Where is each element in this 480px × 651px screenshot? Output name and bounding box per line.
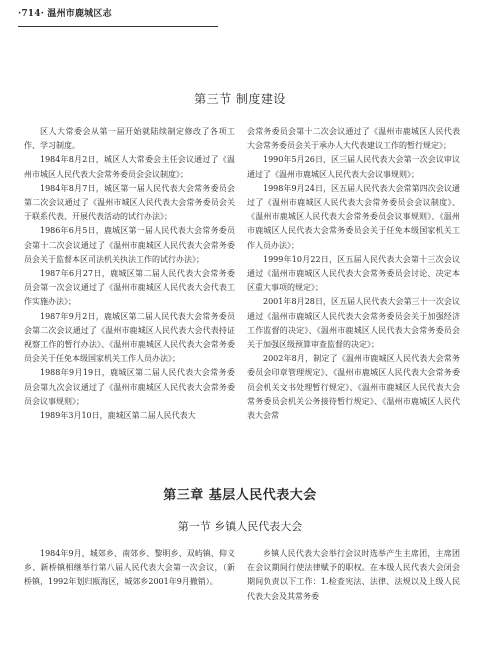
paragraph: 2002年8月，制定了《温州市鹿城区人民代表大会常务委员会印章管理规定》、《温州市鹿城区人民代表大会常务委员会机关文书处理暂行规定》、《温州市鹿城区人民代表大会常务委员会机关公务接待暂行规定》、《温州市鹿城区人民代表大会常 bbox=[247, 354, 460, 421]
paragraph: 2001年8月28日，区五届人民代表大会第三十一次会议通过《温州市鹿城区人民代表大会常务委员会关于加强经济工作监督的决定》、《温州市鹿城区人民代表大会常务委员会关于加强区级预算审查监督的决定》； bbox=[247, 297, 460, 350]
paragraph: 1990年5月26日，区三届人民代表大会第一次会议审议通过了《温州市鹿城区人民代表大会议事规则》； bbox=[247, 155, 460, 179]
paragraph: 1986年6月5日，鹿城区第一届人民代表大会常务委员会第十二次会议通过了《温州市鹿城区人民代表大会常务委员会关于监督本区司法机关执法工作的试行办法》； bbox=[24, 226, 235, 264]
header-rule bbox=[18, 26, 218, 27]
paragraph: 1984年8月7日，城区第一届人民代表大会常务委员会第二次会议通过了《温州市城区人民代表大会常务委员会关于联系代表、开展代表活动的试行办法》； bbox=[24, 183, 235, 222]
section3-right-column bbox=[247, 125, 460, 423]
paragraph: 1988年9月19日，鹿城区第二届人民代表大会常务委员会第九次会议通过了《温州市鹿城区人民代表大会常务委员会议事规则》； bbox=[24, 368, 235, 406]
paragraph: 乡镇人民代表大会举行会议时选举产生主席团，主席团在会议期间行使法律赋予的职权。在本级人民代表大会闭会期间负责以下工作：1.检查宪法、法律、法规以及上级人民代表大会及其常务委 bbox=[247, 549, 460, 601]
running-header bbox=[18, 6, 268, 19]
paragraph: 区人大常委会从第一届开始就陆续制定修改了各项工作、学习制度。 bbox=[24, 127, 235, 151]
paragraph: 1998年9月24日，区五届人民代表大会常第四次会议通过了《温州市鹿城区人民代表大会常务委员会会议制度》、《温州市鹿城区人民代表大会常务委员会议事规则》、《温州市鹿城区人民代表大会常务委员会关于任免本级国家机关工作人员办法》； bbox=[247, 183, 460, 250]
paragraph: 1984年8月2日，城区人大常委会主任会议通过了《温州市城区人民代表大会常务委员会会议制度》； bbox=[24, 155, 235, 179]
paragraph: 1987年9月2日，鹿城区第二届人民代表大会常务委员会第二次会议通过了《温州市鹿城区人民代表大会代表持证视察工作的暂行办法》、《温州市鹿城区人民代表大会常务委员会关于任免本级国家机关工作人员办法》； bbox=[24, 311, 235, 364]
paragraph-continued: 会常务委员会第十二次会议通过了《温州市鹿城区人民代表大会常务委员会关于承办人大代表建议工作的暂行规定》； bbox=[247, 127, 460, 151]
header-text: ·714· 温州市鹿城区志 bbox=[18, 9, 112, 19]
section-title: 第三节 制度建设 bbox=[194, 92, 286, 106]
paragraph: 1999年10月22日，区五届人民代表大会第十三次会议通过《温州市鹿城区人民代表大会常务委员会讨论、决定本区重大事项的规定》； bbox=[247, 254, 460, 293]
paragraph: 1989年3月10日，鹿城区第二届人民代表大 bbox=[40, 411, 196, 421]
section1-right-column bbox=[247, 547, 460, 604]
chapter-title: 第三章 基层人民代表大会 bbox=[163, 488, 317, 503]
paragraph: 1984年9月，城郊乡、南郊乡、黎明乡、双屿镇、仰义乡、新桥镇相继举行第八届人民代表大会第一次会议，（新桥镇，1992年划归瓯海区，城郊乡2001年9月撤销）。 bbox=[24, 549, 235, 587]
section-title: 第一节 乡镇人民代表大会 bbox=[177, 520, 303, 533]
section3-left-column bbox=[24, 125, 235, 423]
section1-left-column bbox=[24, 547, 235, 590]
paragraph: 1987年6月27日，鹿城区第二届人民代表大会常务委员会第一次会议通过了《温州市鹿城区人民代表大会代表工作实施办法》； bbox=[24, 269, 235, 307]
